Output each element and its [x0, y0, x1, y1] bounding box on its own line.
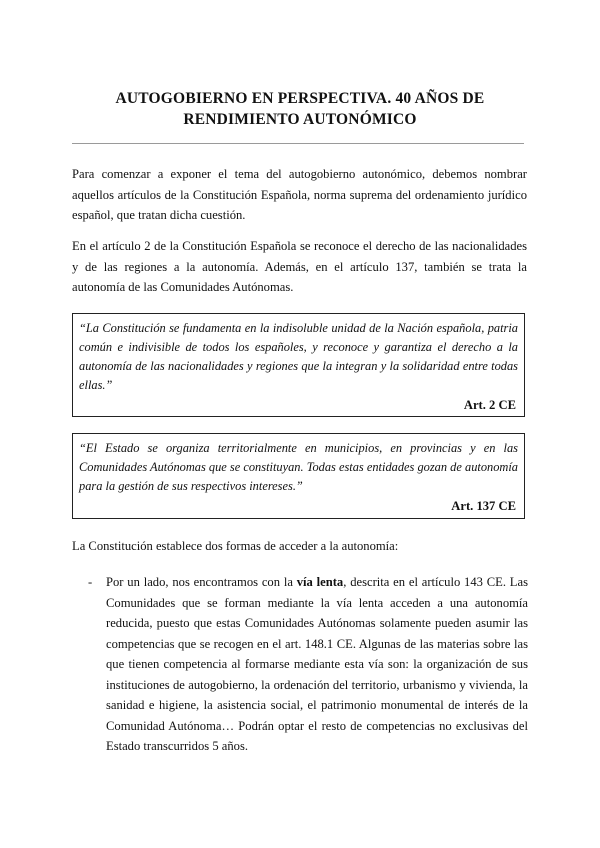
autonomy-forms-list	[88, 572, 528, 757]
list-text-bold: vía lenta	[296, 575, 344, 589]
list-bullet: -	[88, 575, 93, 589]
articles-paragraph: En el artículo 2 de la Constitución Española se reconoce el derecho de las nacionalidades y de las regiones a la autonomía. Además, en el artículo 137, también se trata la autonomía de las Comunidades Autónomas.	[72, 239, 527, 294]
quote-reference: Art. 2 CE	[463, 398, 516, 412]
list-text-after: , descrita en el artículo 143 CE. Las Comunidades que se forman mediante la vía lenta acceden a una autonomía reducida, puesto que estas Comunidades Autónomas solamente pueden asumir las competencias que se recogen en el art. 148.1 CE. Algunas de las materias sobre las que tienen competencia al formarse mediante esta vía son: la organización de sus instituciones de autogobierno, la ordenación del territorio, urbanismo y vivienda, la sanidad e higiene, la asistencia social, el patrimonio monumental de interés de la Comunidad Autónoma… Podrán optar el resto de competencias no exclusivas del Estado transcurridos 5 años.	[106, 575, 528, 753]
document-title	[72, 88, 528, 130]
title-line-2: RENDIMIENTO AUTONÓMICO	[183, 111, 417, 128]
title-divider	[72, 143, 524, 144]
autonomy-forms-paragraph: La Constitución establece dos formas de acceder a la autonomía:	[72, 539, 399, 553]
list-item-text	[106, 572, 528, 757]
quote-text: “El Estado se organiza territorialmente en municipios, en provincias y en las Comunidades Autónomas que se constituyan. Todas estas entidades gozan de autonomía para la gestión de sus respectivos intereses.”	[79, 441, 518, 493]
list-text-before: Por un lado, nos encontramos con la	[106, 575, 297, 589]
quote-box-art-2	[72, 313, 525, 417]
list-item	[88, 572, 528, 757]
quote-reference: Art. 137 CE	[451, 499, 516, 513]
quote-text: “La Constitución se fundamenta en la indisoluble unidad de la Nación española, patria común e indivisible de todos los españoles, y reconoce y garantiza el derecho a la autonomía de las nacionalidades y regiones que la integran y la solidaridad entre todas ellas.”	[79, 321, 518, 392]
title-line-1: AUTOGOBIERNO EN PERSPECTIVA. 40 AÑOS DE	[115, 90, 485, 107]
quote-box-art-137	[72, 433, 525, 519]
intro-paragraph: Para comenzar a exponer el tema del autogobierno autonómico, debemos nombrar aquellos artículos de la Constitución Española, norma suprema del ordenamiento jurídico español, que tratan dicha cuestión.	[72, 167, 527, 222]
